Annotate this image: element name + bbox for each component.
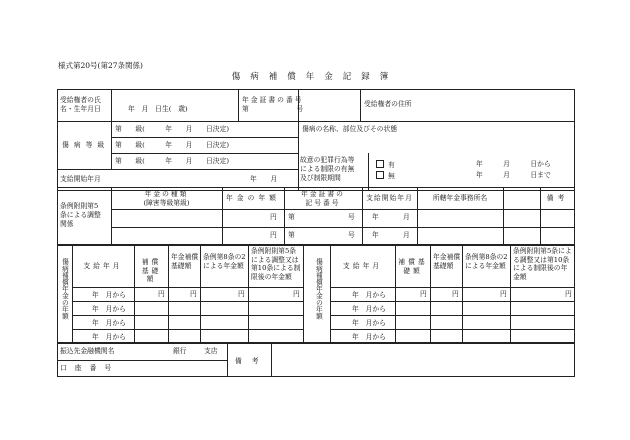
adjust-label-2: 条による調整 [60,211,101,219]
grade-row-2[interactable]: 第 級( 年 月 日決定) [115,141,230,149]
crime-yes-option[interactable] [376,160,395,170]
cert-number-label: 年金証書の番号 [242,96,304,104]
start-month-field[interactable]: 年 月 [250,175,278,183]
col-adjusted-amount: 条例附則第5条による調整又は第10条による制限後の年金額 [513,247,572,281]
adjust-label-1: 条例附則第5 [60,202,99,210]
crime-no-option[interactable] [376,171,395,181]
branch-word: 支店 [204,347,218,355]
go-unit: 号 [348,213,355,221]
month-unit: 月 [403,213,410,221]
yen-unit: 円 [190,290,197,298]
row-month-from[interactable]: 年 月から [352,333,386,341]
col-annual-amount: 年金の年額 [226,194,280,202]
grade-label: 傷病等級 [62,141,110,149]
account-number-label: 口座番号 [60,364,120,372]
col-notes: 備考 [546,194,569,202]
col-base-amount: 補償基礎額 [141,258,162,283]
col-start-month: 支給開始年月 [366,194,413,202]
yen-unit: 円 [238,290,245,298]
col-pension-base-amount: 年金補償基礎額 [433,253,461,270]
bank-institution-label: 振込先金融機関名 [60,347,115,355]
col-pension-base-amount: 年金補償基礎額 [171,253,199,270]
cert-number-field[interactable]: 第 号 [242,105,304,113]
dai-unit: 第 [288,231,295,239]
month-unit: 月 [403,231,410,239]
annual-side-label-right: 傷病補償年金の年額 [314,258,323,320]
grade-row-1[interactable]: 第 級( 年 月 日決定) [115,125,230,133]
adjust-label-3: 関係 [60,220,74,228]
recipient-dob-label: 名・生年月日 [60,105,101,113]
col-pension-office: 所轄年金事務所名 [432,194,488,202]
address-label: 受給権者の住所 [364,100,412,108]
col-art8-amount: 条例第8条の2による年金額 [203,253,246,270]
checkbox-icon [376,171,384,179]
row-month-from[interactable]: 年 月から [352,291,386,299]
col-cert-number: 年金証書の [301,190,345,198]
crime-yes-label: 有 [388,161,395,169]
page-title: 傷病補償年金記録簿 [231,72,399,82]
yen-unit: 円 [293,290,300,298]
col-base-amount: 補償基礎額 [398,258,428,275]
yen-unit: 円 [452,290,459,298]
crime-label-1: 故意の犯罪行為等 [300,156,355,164]
yen-unit: 円 [500,290,507,298]
recipient-name-label: 受給権者の氏 [60,96,101,104]
annual-side-label-left: 傷病補償年金の年額 [60,258,69,320]
row-month-from[interactable]: 年 月から [92,305,126,313]
yen-unit: 円 [420,290,427,298]
checkbox-icon [376,160,384,168]
yen-unit: 円 [270,231,277,239]
crime-to-field[interactable]: 年 月 日まで [476,171,551,179]
row-month-from[interactable]: 年 月から [92,319,126,327]
crime-label-3: 及び制限期間 [300,174,341,182]
crime-no-label: 無 [388,172,395,180]
dai-unit: 第 [288,213,295,221]
crime-label-2: による制限の有無 [300,165,355,173]
yen-unit: 円 [158,290,165,298]
crime-from-field[interactable]: 年 月 日から [476,160,551,168]
col-pension-type-sub: (障害等級第級) [143,199,190,207]
yen-unit: 円 [270,213,277,221]
start-month-label: 支給開始年月 [60,175,101,183]
row-month-from[interactable]: 年 月から [92,291,126,299]
bank-word: 銀行 [173,347,187,355]
year-unit: 年 [372,231,379,239]
col-art8-amount: 条例第8条の2による年金額 [465,253,508,270]
col-pay-month: 支給年月 [342,262,383,270]
row-month-from[interactable]: 年 月から [352,319,386,327]
form-reference: 様式第20号(第27条関係) [58,61,143,70]
bank-notes-label: 備考 [235,357,269,365]
col-pay-month: 支給年月 [83,262,123,270]
col-adjusted-amount: 条例附則第5条による調整又は第10条による制限後の年金額 [251,247,301,281]
dob-field[interactable]: 年 月 日生( 歳) [128,105,188,113]
go-unit: 号 [348,231,355,239]
col-cert-number-sub: 記号番号 [305,199,341,207]
row-month-from[interactable]: 年 月から [352,305,386,313]
row-month-from[interactable]: 年 月から [92,333,126,341]
yen-unit: 円 [565,290,572,298]
year-unit: 年 [372,213,379,221]
col-pension-type: 年金の種類 [144,190,189,198]
grade-row-3[interactable]: 第 級( 年 月 日決定) [115,157,230,165]
injury-label: 傷病の名称、部位及びその状態 [302,125,398,133]
